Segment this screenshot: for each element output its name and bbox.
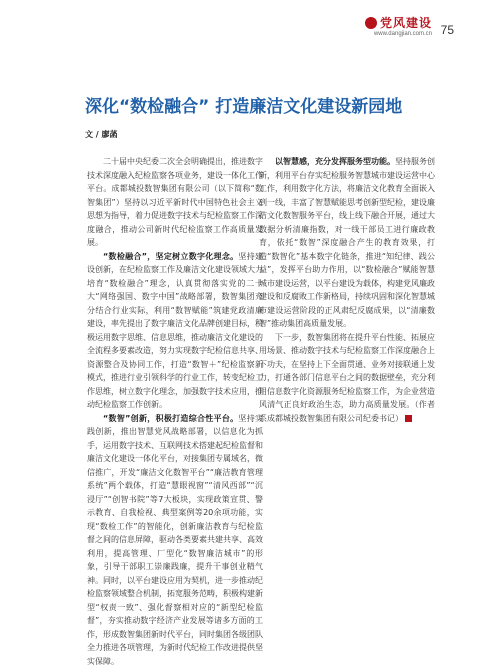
paragraph-lead: “数智”创新，积极打造综合性平台。 (103, 414, 238, 423)
article-title: 深化“数检融合” 打造廉洁文化建设新园地 (85, 92, 425, 117)
brand-url: www.dangjian.com.cn (358, 30, 432, 39)
page-number: 75 (441, 23, 454, 37)
page-header (0, 0, 484, 58)
article-paragraph: “数检融合”，坚定树立数字化理念。坚持建设创新，在纪检监察工作及廉洁文化建设领域大力培育“数检融合”理念，认真贯彻落实党的二十大“网络强国、数字中国”战略部署，数智集团充分结合行业实际，利用“数智赋能”筑建党政清廉建设，率先提出了数字廉洁文化品牌创建目标，积极运用数字思维、信息思维，推动廉洁文化建设的全流程多要素改造，努力实现数字纪检信息共享、资源整合及协同工作，打造“数智＋”纪检监察新模式，推进行业引领科学的行业工作，转变纪检工作思维，树立数字化理念，加强数字技术应用，推动纪检监察工作创新。 (87, 250, 263, 412)
article-paragraph: 二十届中央纪委二次全会明确提出，推进数字技术深度融入纪检监察各项业务，建设一体化工作平台。成都城投数智集团有限公司（以下简称“数智集团”）坚持以习近平新时代中国特色社会主义思想为指导，着力促进数字技术与纪检监察工作深度融合，推动公司新时代纪检监察工作高质量发展。 (87, 155, 263, 250)
article-column-left (87, 155, 263, 551)
paragraph-lead: “数检融合”，坚定树立数字化理念。 (103, 252, 238, 261)
brand-logo (358, 17, 432, 30)
magazine-brand (358, 17, 432, 39)
article-paragraph: 以智慧感，充分发挥服务型功能。坚持服务创新，利用平台存实纪检服务智慧城市建设运营中心工作，利用数字化方法，将廉洁文化教育全面嵌入到一线，丰富了智慧赋能思考创新型纪检，建设廉洁文化数智服务平台，线上线下融合开展，通过大数据分析清廉指数，对一线干部员工进行廉政教育，依托“数智”深度融合产生的教育效果，打造“数智化”基本数字化链条，推进“知纪律、践公益”，发挥平台助力作用，以“数检融合”赋能智慧城市建设运营，以平台建设为载体，构建党风廉政建设和反腐败工作新格局，持续巩固和深化智慧城市建设运营阶段的正风肃纪反腐成果，以“清廉数智”推动集团高质量发展。 (259, 155, 435, 331)
brand-name: 党风建设 (380, 16, 432, 30)
article-byline: 文 / 廖菡 (85, 129, 118, 140)
paragraph-lead: 以智慧感，充分发挥服务型功能。 (275, 157, 395, 166)
article-paragraph: “数智”创新，积极打造综合性平台。坚持实践创新，推出智慧党风战略部署，以信息化为抓手，运用数字技术、互联网技术搭建起纪检监督和廉洁文化建设一体化平台，对接集团专属域名，微信推广，开发“廉洁文化数智平台”“廉洁教育管理系统”两个载体，打造“慧眼视窗”“清风西部”“沉浸厅”“创智书院”等7大板块，实现政策宣贯、警示教育、自我检视、典型案例等20余项功能，实现“数检工作”的智能化，创新廉洁教育与纪检监督之间的信息屏障，驱动各类要素共建共享、高效利用，提高管理、厂型化“数智廉洁城市”的形象，引导干部职工崇廉践廉，提升干事创业精气神。同时，以平台建设应用为契机，进一步推动纪检监察领域整合机制，拓宽服务范畴，积极构建新型“权责一致”、强化督察相对应的“新型纪检监督”，夯实推动数字经济产业发展等诸多方面的工作，形成数智集团新时代平台，同时集团各级团队全力推进各项管理，为新时代纪检工作改进提供坚实保障。 (87, 412, 263, 668)
article-column-right (259, 155, 435, 593)
brand-mark-icon (365, 17, 377, 29)
article-paragraph: 下一步，数智集团将在提升平台性能、拓展应用场景、推动数字技术与纪检监察工作深度融合上下功夫，在坚持上下全面贯通、业务对接联通上发力，打通各部门信息平台之间的数据壁垒，充分利用信息数字化资源服务纪检监察工作，为企业营造风清气正良好政治生态，助力高质量发展。（作者系成都城投数智集团有限公司纪委书记） (259, 331, 435, 426)
end-of-article-icon (405, 415, 412, 422)
